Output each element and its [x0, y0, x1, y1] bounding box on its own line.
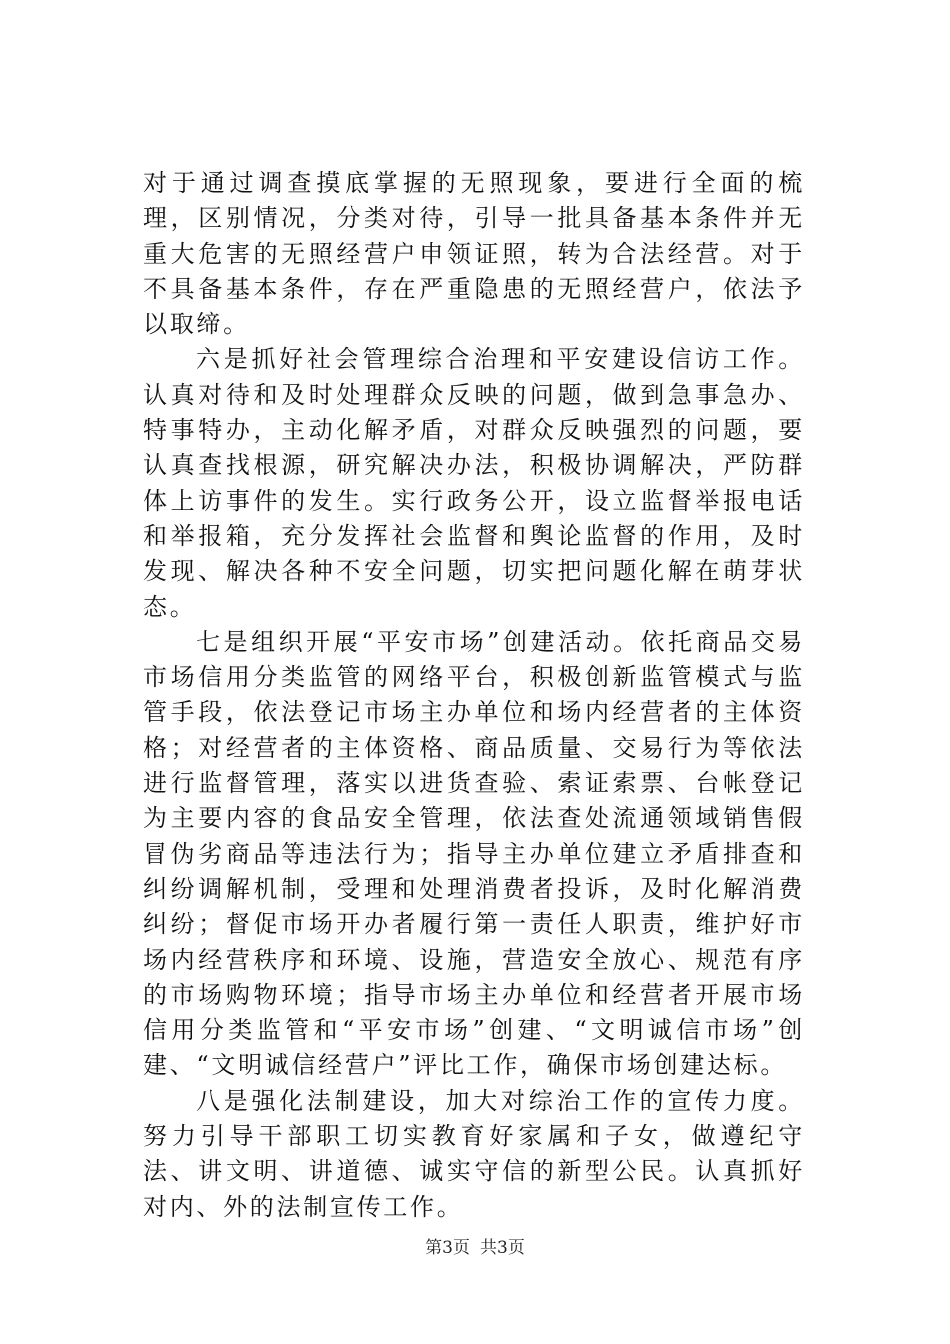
page-total: 共3页	[480, 1238, 525, 1258]
paragraph-continuation: 对于通过调查摸底掌握的无照现象，要进行全面的梳理，区别情况，分类对待，引导一批具备基本条件并无重大危害的无照经营户申领证照，转为合法经营。对于不具备基本条件，存在严重隐患的无照经营户，依法予以取缔。	[143, 169, 805, 339]
paragraph-item-six: 六是抓好社会管理综合治理和平安建设信访工作。认真对待和及时处理群众反映的问题，做到急事急办、特事特办，主动化解矛盾，对群众反映强烈的问题，要认真查找根源，研究解决办法，积极协调解决，严防群体上访事件的发生。实行政务公开，设立监督举报电话和举报箱，充分发挥社会监督和舆论监督的作用，及时发现、解决各种不安全问题，切实把问题化解在萌芽状态。	[143, 345, 805, 621]
paragraph-item-eight: 八是强化法制建设，加大对综治工作的宣传力度。努力引导干部职工切实教育好家属和子女，做遵纪守法、讲文明、讲道德、诚实守信的新型公民。认真抓好对内、外的法制宣传工作。	[143, 1086, 805, 1221]
document-body	[143, 166, 805, 1225]
paragraph-item-seven: 七是组织开展“平安市场”创建活动。依托商品交易市场信用分类监管的网络平台，积极创新监管模式与监管手段，依法登记市场主办单位和场内经营者的主体资格；对经营者的主体资格、商品质量、交易行为等依法进行监督管理，落实以进货查验、索证索票、台帐登记为主要内容的食品安全管理，依法查处流通领域销售假冒伪劣商品等违法行为；指导主办单位建立矛盾排查和纠纷调解机制，受理和处理消费者投诉，及时化解消费纠纷；督促市场开办者履行第一责任人职责，维护好市场内经营秩序和环境、设施，营造安全放心、规范有序的市场购物环境；指导市场主办单位和经营者开展市场信用分类监管和“平安市场”创建、“文明诚信市场”创建、“文明诚信经营户”评比工作，确保市场创建达标。	[143, 627, 805, 1080]
page-number: 第3页	[425, 1238, 470, 1258]
page-footer	[0, 1238, 950, 1258]
